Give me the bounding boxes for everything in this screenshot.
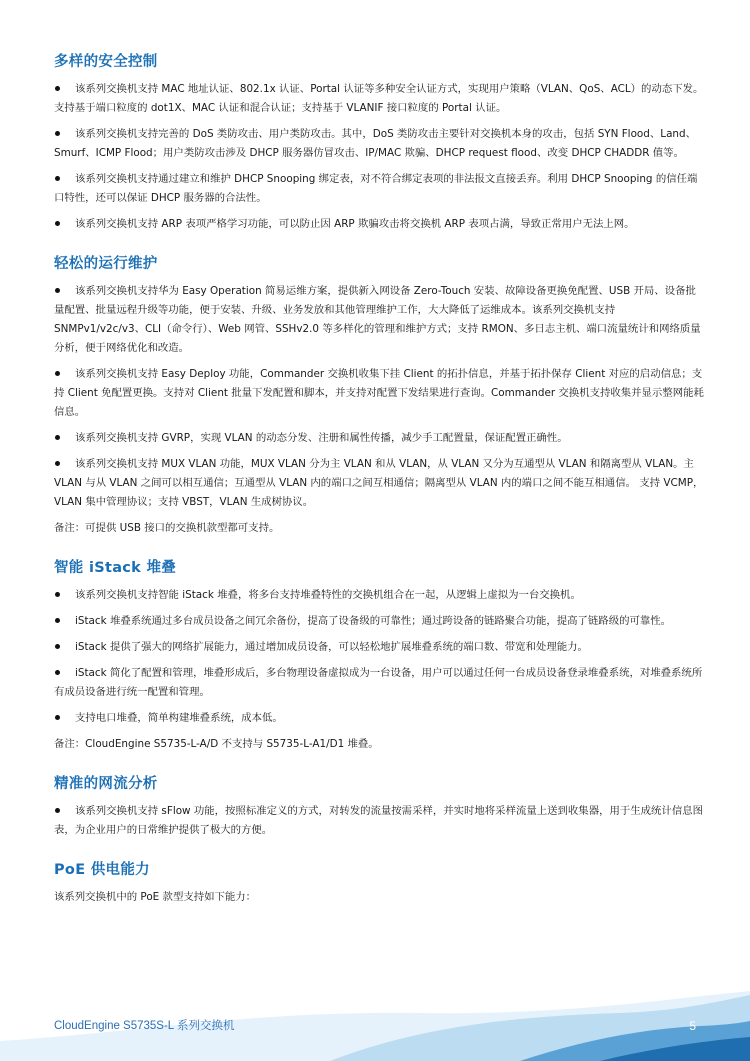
section-title: PoE 供电能力 (54, 862, 150, 878)
list-item-text: 该系列交换机支持 ARP 表项严格学习功能，可以防止因 ARP 欺骗攻击将交换机 ARP 表项占满，导致正常用户无法上网。 (75, 218, 635, 230)
list-item (54, 709, 704, 728)
footer-product-name: CloudEngine S5735S-L 系列交换机 (54, 1020, 235, 1032)
section-title: 智能 iStack 堆叠 (54, 560, 177, 576)
list-item-text: 该系列交换机支持通过建立和维护 DHCP Snooping 绑定表，对不符合绑定表项的非法报文直接丢弃。利用 DHCP Snooping 的信任端口特性，还可以保证 DHCP 服务器的合法性。 (54, 173, 698, 204)
paragraph-text: 该系列交换机中的 PoE 款型支持如下能力： (54, 891, 257, 903)
list-item-text: 该系列交换机支持 Easy Deploy 功能，Commander 交换机收集下挂 Client 的拓扑信息，并基于拓扑保存 Client 对应的启动信息；支持 Client 免配置更换。支持对 Client 批量下发配置和脚本，并支持对配置下发结果进行查询。Commander 交换机支持收集并显示整网能耗信息。 (54, 368, 704, 418)
list-item-text: 该系列交换机支持华为 Easy Operation 简易运维方案，提供新入网设备 Zero-Touch 安装、故障设备更换免配置、USB 开局、设备批量配置、批量远程升级等功能，便于安装、升级、业务发放和其他管理维护工作，大大降低了运维成本。该系列交换机支持 SNMPv1/v2c/v3、CLI（命令行）、Web 网管、SSHv2.0 等多样化的管理和维护方式；支持 RMON、多日志主机、端口流量统计和网络质量分析，便于网络优化和改造。 (54, 285, 701, 354)
list-item-text: 该系列交换机支持 MAC 地址认证、802.1x 认证、Portal 认证等多种安全认证方式，实现用户策略（VLAN、QoS、ACL）的动态下发。支持基于端口粒度的 dot1X、MAC 认证和混合认证；支持基于 VLANIF 接口粒度的 Portal 认证。 (54, 83, 704, 114)
section-title: 多样的安全控制 (54, 54, 158, 70)
bullet-icon (55, 808, 60, 813)
list-item-text: iStack 堆叠系统通过多台成员设备之间冗余备份，提高了设备级的可靠性；通过跨设备的链路聚合功能，提高了链路级的可靠性。 (75, 615, 672, 627)
list-item (54, 282, 704, 358)
list-item (54, 125, 704, 163)
list-item-text: 该系列交换机支持 MUX VLAN 功能，MUX VLAN 分为主 VLAN 和从 VLAN，从 VLAN 又分为互通型从 VLAN 和隔离型从 VLAN。主 VLAN 与从 VLAN 之间可以相互通信；互通型从 VLAN 内的端口之间互相通信；隔离型从 VLAN 内的端口之间不能互相通信。 支持 VCMP，VLAN 集中管理协议；支持 VBST，VLAN 生成树协议。 (54, 458, 704, 508)
bullet-icon (55, 176, 60, 181)
section-title: 轻松的运行维护 (54, 256, 158, 272)
document-body (54, 52, 704, 927)
list-item (54, 802, 704, 840)
bullet-icon (55, 618, 60, 623)
bullet-icon (55, 86, 60, 91)
section-sflow (54, 774, 704, 840)
bullet-icon (55, 592, 60, 597)
list-item (54, 170, 704, 208)
section-poe (54, 860, 704, 907)
list-item-text: iStack 提供了强大的网络扩展能力，通过增加成员设备，可以轻松地扩展堆叠系统的端口数、带宽和处理能力。 (75, 641, 588, 653)
list-item (54, 365, 704, 422)
bullet-icon (55, 715, 60, 720)
list-item (54, 215, 704, 234)
section-maintenance (54, 254, 704, 538)
list-item-text: iStack 简化了配置和管理，堆叠形成后，多台物理设备虚拟成为一台设备，用户可以通过任何一台成员设备登录堆叠系统，对堆叠系统所有成员设备进行统一配置和管理。 (54, 667, 703, 698)
list-item (54, 429, 704, 448)
list-item (54, 664, 704, 702)
footer-wave-decoration (0, 971, 750, 1061)
bullet-icon (55, 435, 60, 440)
section-security (54, 52, 704, 234)
bullet-icon (55, 644, 60, 649)
bullet-icon (55, 131, 60, 136)
page-number: 5 (689, 1019, 696, 1033)
list-item (54, 455, 704, 512)
list-item (54, 638, 704, 657)
list-item-text: 该系列交换机支持智能 iStack 堆叠，将多台支持堆叠特性的交换机组合在一起，从逻辑上虚拟为一台交换机。 (75, 589, 581, 601)
note-text: 备注：CloudEngine S5735-L-A/D 不支持与 S5735-L-A1/D1 堆叠。 (54, 738, 379, 750)
section-istack (54, 558, 704, 754)
note-text: 备注：可提供 USB 接口的交换机款型都可支持。 (54, 522, 280, 534)
bullet-icon (55, 461, 60, 466)
bullet-icon (55, 221, 60, 226)
bullet-icon (55, 371, 60, 376)
list-item (54, 612, 704, 631)
list-item (54, 80, 704, 118)
list-item-text: 该系列交换机支持 sFlow 功能，按照标准定义的方式，对转发的流量按需采样，并实时地将采样流量上送到收集器，用于生成统计信息图表，为企业用户的日常维护提供了极大的方便。 (54, 805, 703, 836)
bullet-icon (55, 670, 60, 675)
list-item (54, 586, 704, 605)
list-item-text: 该系列交换机支持 GVRP，实现 VLAN 的动态分发、注册和属性传播，减少手工配置量，保证配置正确性。 (75, 432, 568, 444)
section-title: 精准的网流分析 (54, 776, 158, 792)
bullet-icon (55, 288, 60, 293)
list-item-text: 该系列交换机支持完善的 DoS 类防攻击、用户类防攻击。其中，DoS 类防攻击主要针对交换机本身的攻击，包括 SYN Flood、Land、Smurf、ICMP Flood；用户类防攻击涉及 DHCP 服务器仿冒攻击、IP/MAC 欺骗、DHCP request flood、改变 DHCP CHADDR 值等。 (54, 128, 697, 159)
list-item-text: 支持电口堆叠，简单构建堆叠系统，成本低。 (75, 712, 283, 724)
